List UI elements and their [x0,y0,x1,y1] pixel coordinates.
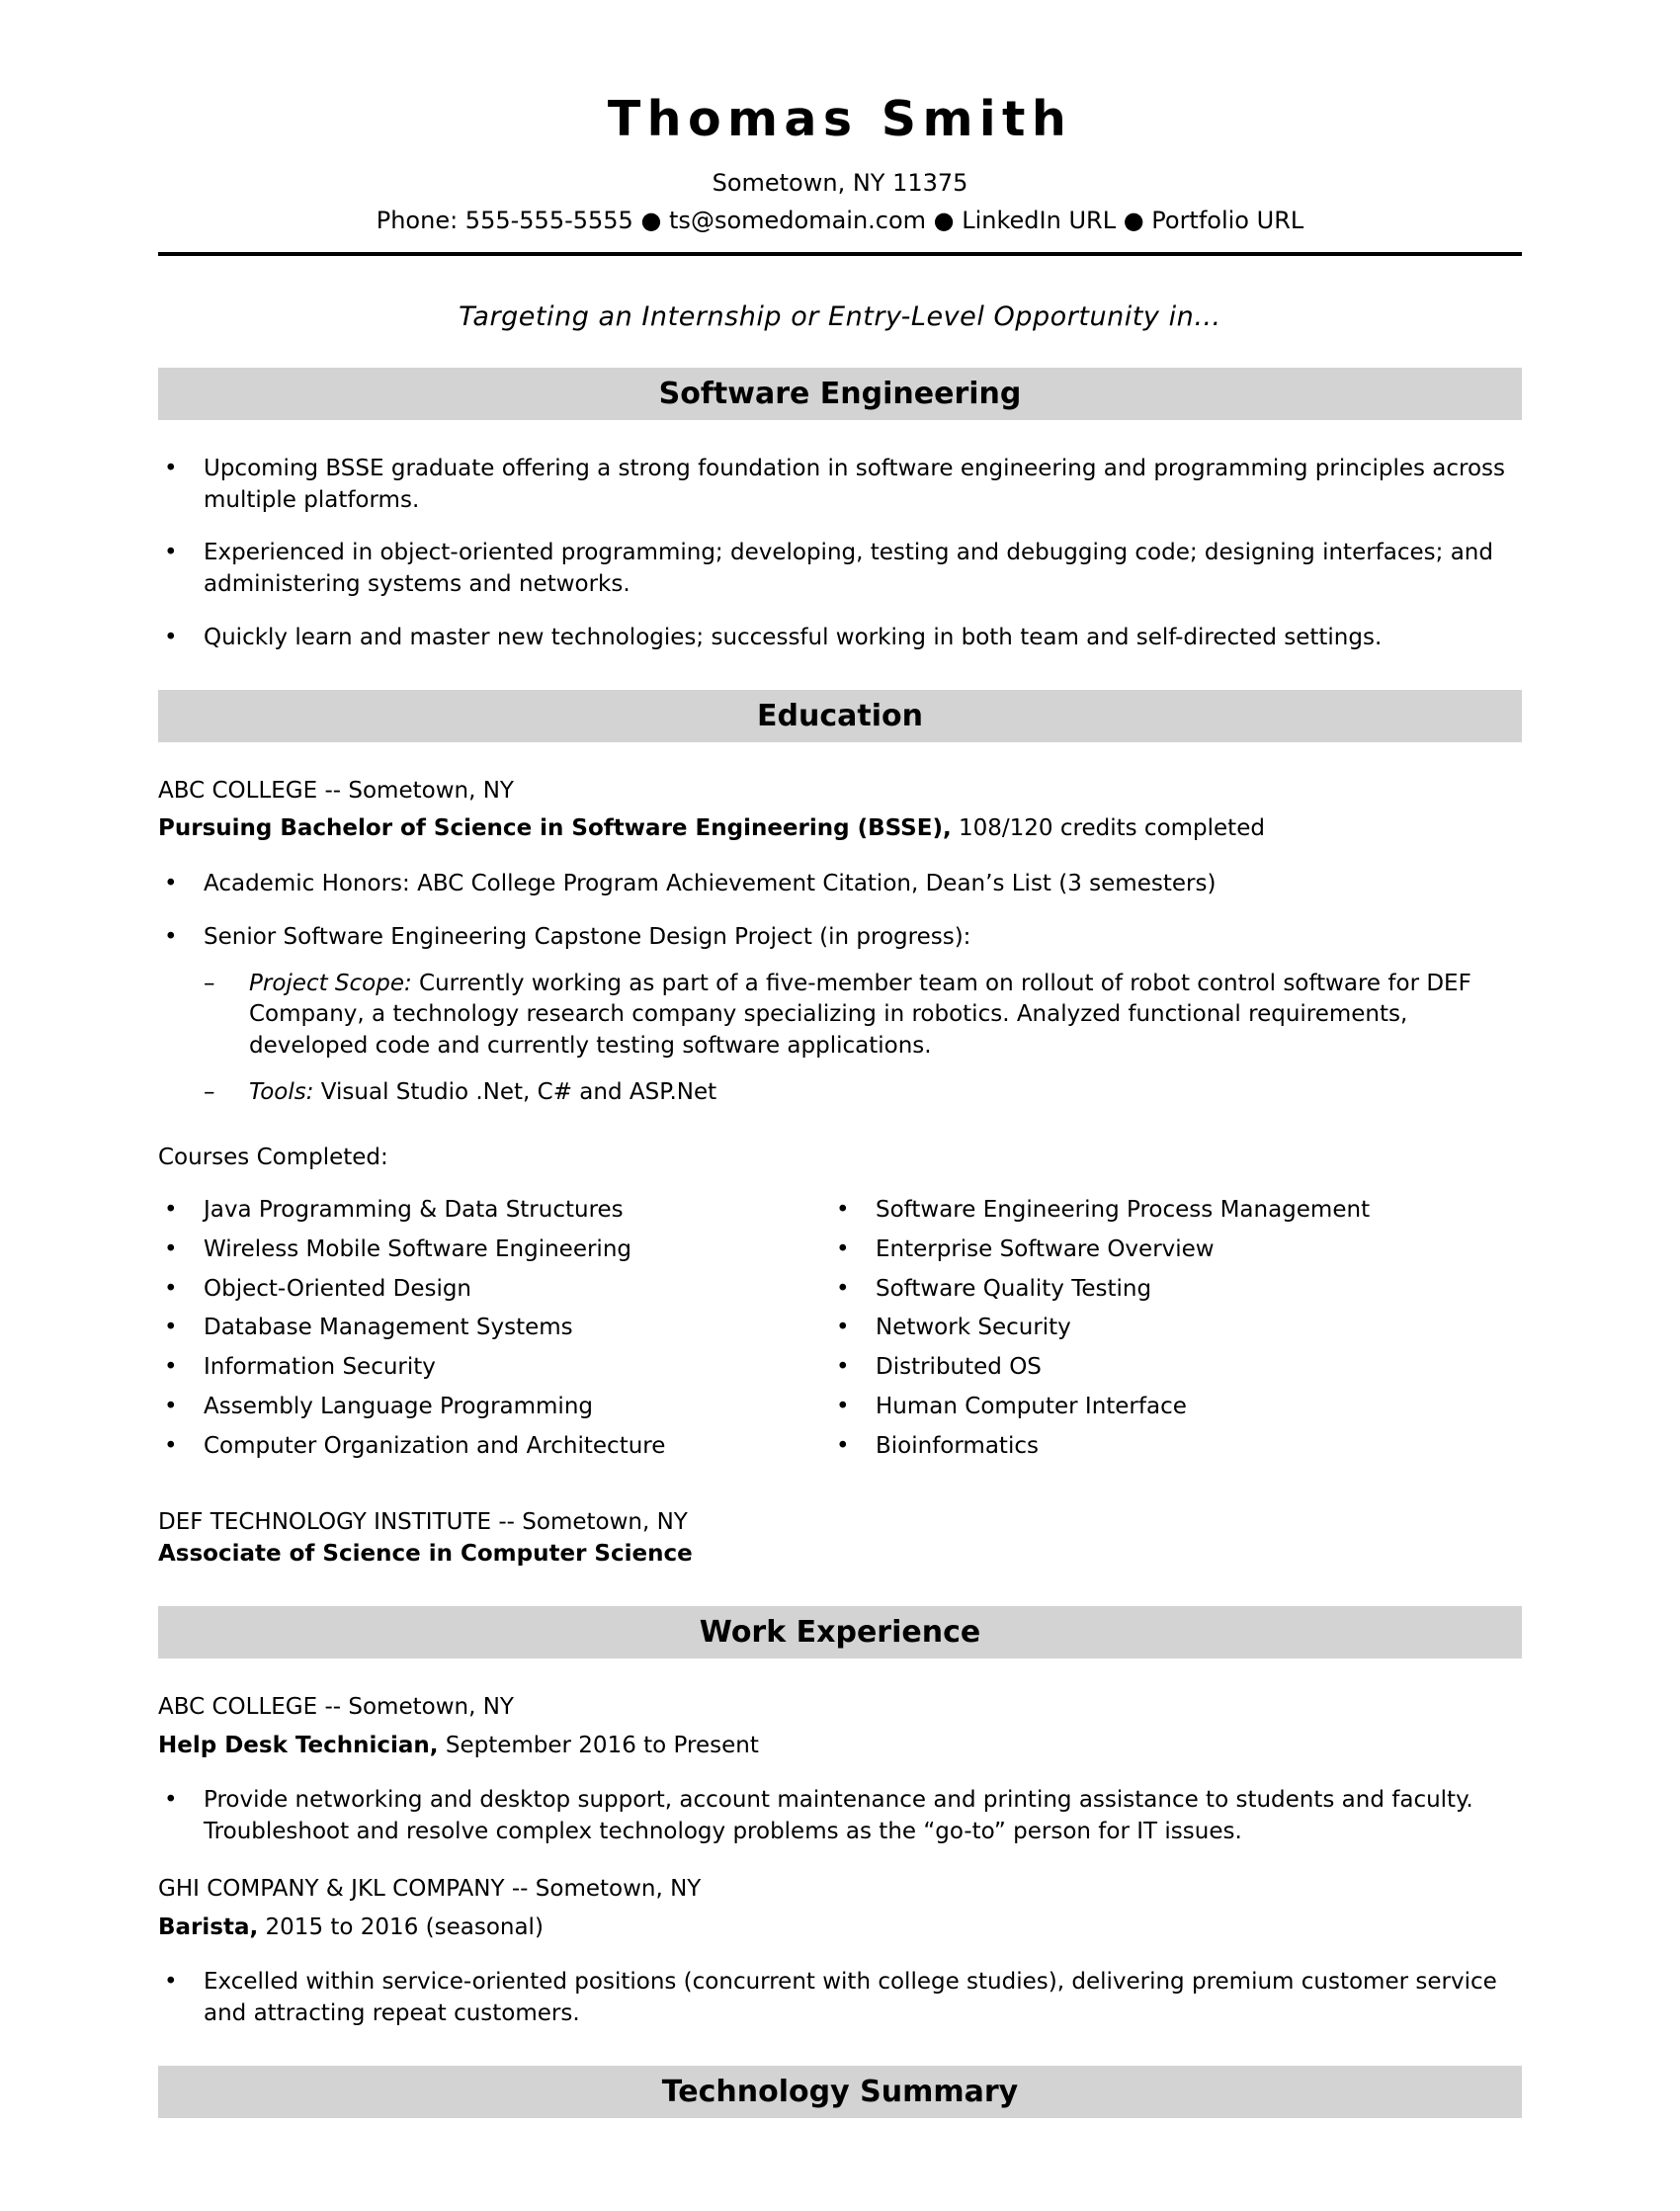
section-header-work-experience [158,1606,1522,1658]
school-name: ABC COLLEGE -- Sometown, NY [158,777,514,804]
sub-bullet-label: Project Scope: [249,970,412,996]
courses-heading: Courses Completed: [158,1144,388,1170]
bullet-item [158,454,1522,516]
software-engineering-bullets [158,454,1522,654]
bullet-marker-icon: • [164,540,178,566]
course-name: Enterprise Software Overview [876,1236,1215,1263]
course-item [830,1274,1522,1306]
bullet-marker-icon: • [164,923,178,950]
header-divider [158,252,1522,256]
bullet-marker-icon: • [836,1393,850,1419]
bullet-marker-icon: • [164,1315,178,1341]
bullet-marker-icon: • [836,1315,850,1341]
bullet-marker-icon: • [164,456,178,481]
course-item [158,1313,830,1344]
bullet-item [158,869,1522,900]
bullet-item [158,922,1522,954]
courses-columns [158,1195,1522,1470]
course-item [830,1234,1522,1266]
bullet-item [158,1967,1522,2029]
course-name: Human Computer Interface [876,1393,1187,1419]
dash-marker-icon: – [204,1078,215,1105]
degree-title: Associate of Science in Computer Science [158,1541,693,1568]
job-entry [158,1692,1522,1848]
section-header-education [158,690,1522,742]
course-name: Assembly Language Programming [204,1393,593,1419]
candidate-name: Thomas Smith [607,91,1073,147]
job-employer: ABC COLLEGE -- Sometown, NY [158,1693,514,1720]
bullet-text: Excelled within service-oriented positions (concurrent with college studies), delivering premium customer service and attracting repeat customers. [204,1969,1497,2027]
course-item [158,1274,830,1306]
job-title-line [158,1913,1522,1944]
job-dates: 2015 to 2016 (seasonal) [258,1913,544,1940]
bullet-marker-icon: • [164,1432,178,1459]
section-title: Work Experience [699,1614,981,1650]
objective-line: Targeting an Internship or Entry-Level Opportunity in… [459,301,1221,332]
course-name: Database Management Systems [204,1315,573,1341]
bullet-marker-icon: • [164,871,178,897]
job-employer: GHI COMPANY & JKL COMPANY -- Sometown, NY [158,1875,702,1902]
bullet-marker-icon: • [164,1393,178,1419]
contact-line: Phone: 555-555-5555 ● ts@somedomain.com ● LinkedIn URL ● Portfolio URL [376,207,1304,234]
bullet-item [158,538,1522,600]
resume-header [158,91,1522,256]
course-item [158,1431,830,1463]
degree-line [158,1539,1522,1571]
education-entry-abc-college [158,776,1522,1571]
sub-bullet-text [249,969,1522,1063]
bullet-item [158,1785,1522,1847]
job-entry [158,1874,1522,2030]
course-item [158,1392,830,1423]
bullet-marker-icon: • [164,1197,178,1224]
bullet-marker-icon: • [164,1354,178,1381]
bullet-marker-icon: • [164,1275,178,1302]
bullet-marker-icon: • [836,1432,850,1459]
job-dates: September 2016 to Present [438,1732,759,1758]
course-item [830,1352,1522,1384]
bullet-marker-icon: • [836,1236,850,1263]
course-item [830,1392,1522,1423]
courses-column-right [830,1195,1522,1470]
course-name: Java Programming & Data Structures [204,1197,624,1224]
bullet-text: Quickly learn and master new technologies; successful working in both team and self-directed settings. [204,624,1383,650]
bullet-marker-icon: • [164,1969,178,1996]
sub-bullet-body: Currently working as part of a five-member team on rollout of robot control software for DEF Company, a technology research company specializing in robotics. Analyzed functional requirements, developed code and currently testing software applications. [249,970,1471,1060]
course-name: Object-Oriented Design [204,1275,472,1302]
section-header-technology-summary [158,2066,1522,2118]
bullet-marker-icon: • [836,1354,850,1381]
bullet-marker-icon: • [164,624,178,650]
bullet-text: Provide networking and desktop support, account maintenance and printing assistance to students and faculty. Troubleshoot and resolve complex technology problems as the “go-to” person for IT issues. [204,1787,1473,1845]
bullet-text: Academic Honors: ABC College Program Achievement Citation, Dean’s List (3 semesters) [204,871,1217,897]
bullet-marker-icon: • [164,1787,178,1814]
course-name: Wireless Mobile Software Engineering [204,1236,632,1263]
bullet-text: Upcoming BSSE graduate offering a strong foundation in software engineering and programming principles across multiple platforms. [204,456,1506,513]
sub-bullet-text [249,1077,1522,1109]
course-name: Network Security [876,1315,1071,1341]
bullet-marker-icon: • [164,1236,178,1263]
course-item [830,1313,1522,1344]
course-name: Software Engineering Process Management [876,1197,1371,1224]
bullet-text: Senior Software Engineering Capstone Design Project (in progress): [204,923,971,950]
course-item [158,1195,830,1227]
job-title: Help Desk Technician, [158,1732,439,1758]
sub-bullet-item [158,969,1522,1063]
bullet-item [158,623,1522,654]
sub-bullet-item [158,1077,1522,1109]
course-name: Software Quality Testing [876,1275,1152,1302]
sub-bullet-body: Visual Studio .Net, C# and ASP.Net [313,1078,717,1105]
bullet-marker-icon: • [836,1197,850,1224]
course-name: Bioinformatics [876,1432,1039,1459]
degree-title: Pursuing Bachelor of Science in Software Engineering (BSSE), [158,815,952,842]
course-name: Distributed OS [876,1354,1042,1381]
school-name: DEF TECHNOLOGY INSTITUTE -- Sometown, NY [158,1509,688,1536]
degree-detail: 108/120 credits completed [951,815,1265,842]
course-item [158,1352,830,1384]
section-header-software-engineering [158,368,1522,420]
section-title: Education [757,698,923,733]
sub-bullet-label: Tools: [249,1078,314,1105]
job-title-line [158,1731,1522,1762]
section-title: Software Engineering [658,377,1022,411]
course-name: Information Security [204,1354,436,1381]
course-item [830,1431,1522,1463]
dash-marker-icon: – [204,970,215,996]
course-item [830,1195,1522,1227]
section-title: Technology Summary [661,2074,1019,2109]
course-item [158,1234,830,1266]
candidate-address: Sometown, NY 11375 [712,169,968,197]
job-title: Barista, [158,1913,259,1940]
courses-column-left [158,1195,830,1470]
course-name: Computer Organization and Architecture [204,1432,666,1459]
bullet-text: Experienced in object-oriented programming; developing, testing and debugging code; designing interfaces; and administering systems and networks. [204,540,1493,598]
degree-line [158,813,1522,845]
bullet-marker-icon: • [836,1275,850,1302]
